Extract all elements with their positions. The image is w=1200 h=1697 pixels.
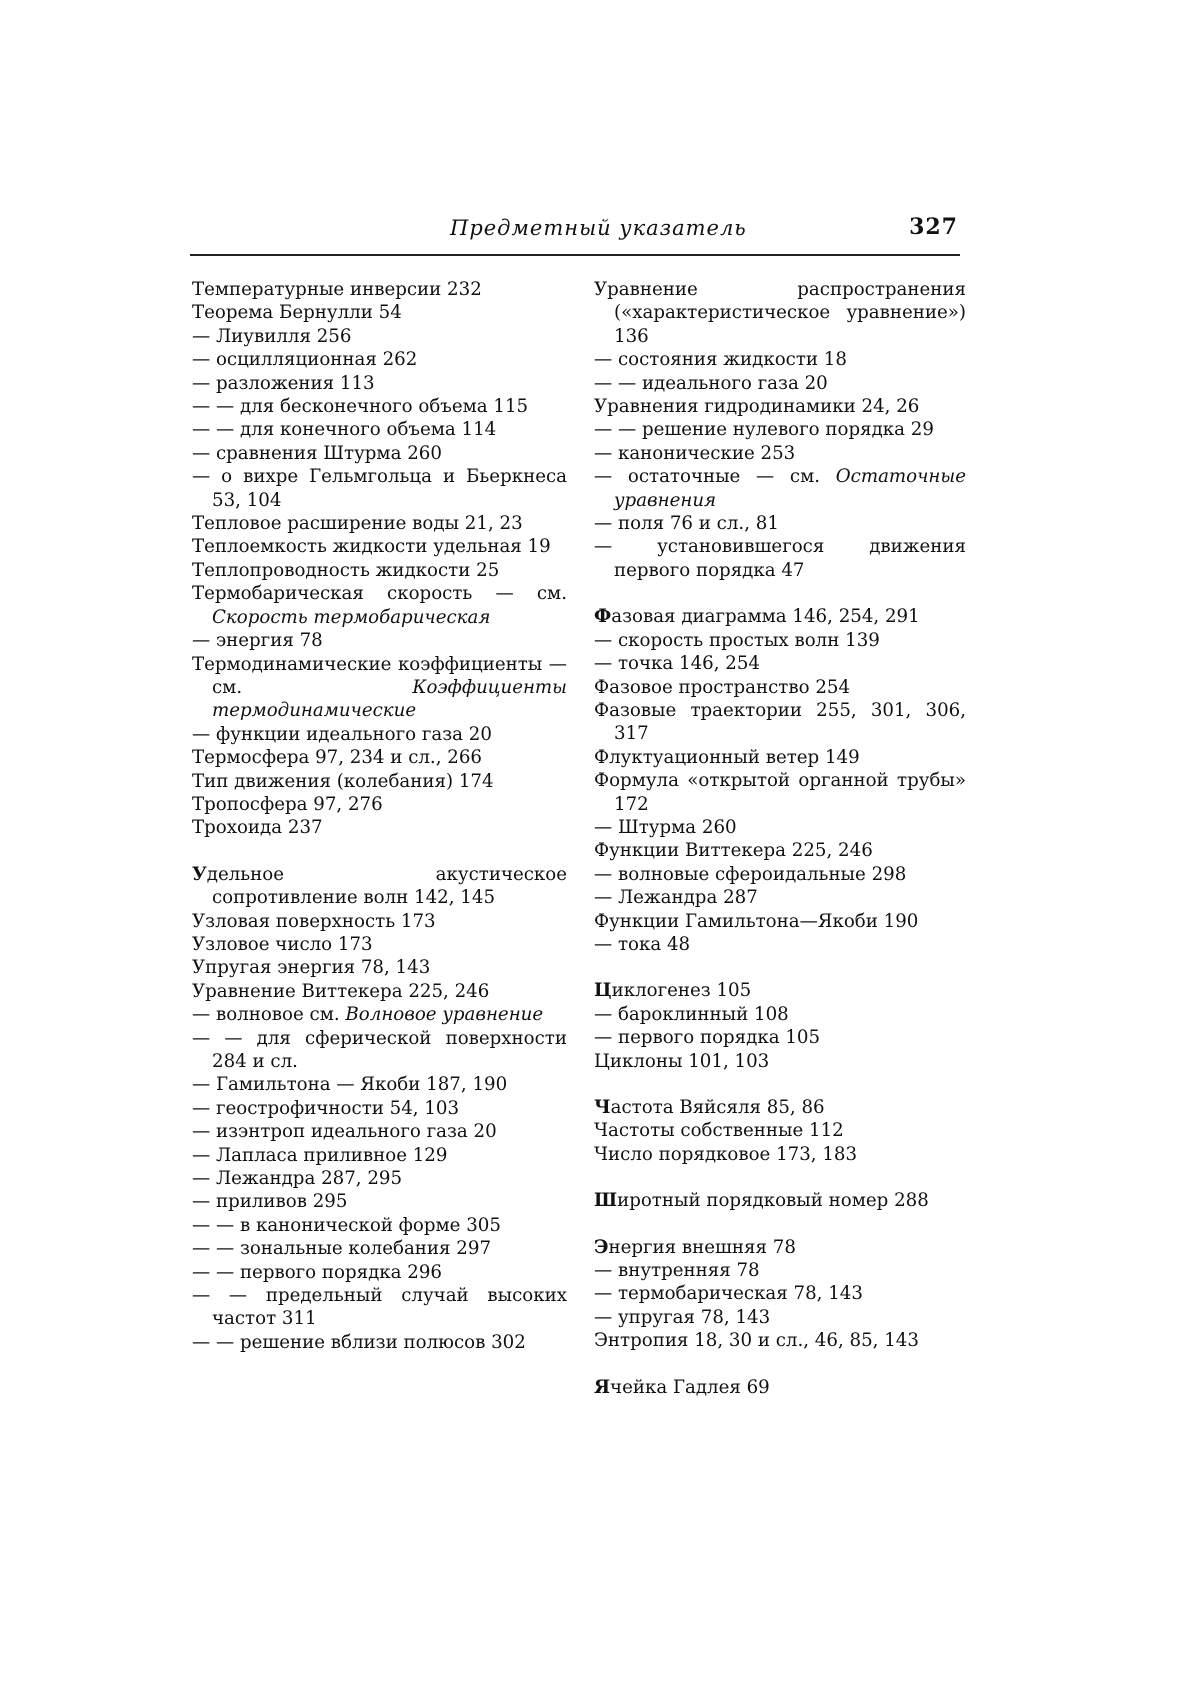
index-entry (594, 933, 966, 956)
index-entry (192, 395, 567, 418)
section-initial: Ш (594, 1190, 618, 1212)
index-entry (192, 723, 567, 746)
entry-text: — тока 48 (594, 933, 691, 955)
entry-text: Уравнения гидродинамики 24, 26 (594, 396, 920, 418)
entry-text: — волновое см. (192, 1004, 346, 1026)
index-entry (594, 348, 966, 371)
entry-text: — Гамильтона — Якоби 187, 190 (192, 1074, 508, 1096)
entry-text: — Лапласа приливное 129 (192, 1144, 448, 1166)
index-entry (594, 676, 966, 699)
section-gap (594, 1353, 966, 1376)
section-initial: Э (594, 1236, 609, 1258)
entry-text: нергия внешняя 78 (608, 1236, 796, 1258)
entry-text: Термодинамические коэффициенты — см. (192, 653, 567, 698)
entry-text: — — решение вблизи полюсов 302 (192, 1331, 526, 1353)
index-entry (594, 395, 966, 418)
index-entry (192, 535, 567, 558)
entry-text: — геострофичности 54, 103 (192, 1097, 460, 1119)
entry-text: Узловое число 173 (192, 933, 373, 955)
entry-text: Флуктуационный ветер 149 (594, 746, 860, 768)
entry-text: — изэнтроп идеального газа 20 (192, 1121, 497, 1143)
entry-text: Трохоида 237 (192, 817, 323, 839)
index-entry (192, 559, 567, 582)
index-entry (594, 465, 966, 512)
section-initial: У (192, 863, 207, 885)
entry-text: Термосфера 97, 234 и сл., 266 (192, 747, 482, 769)
index-entry (594, 1096, 966, 1119)
section-initial: Ф (594, 606, 612, 628)
entry-text: иклогенез 105 (611, 980, 752, 1002)
index-entry (594, 372, 966, 395)
index-entry (192, 1237, 567, 1260)
entry-text: — канонические 253 (594, 442, 796, 464)
index-entry (594, 418, 966, 441)
index-entry (594, 1189, 966, 1212)
entry-text: — термобарическая 78, 143 (594, 1283, 863, 1305)
entry-text: — первого порядка 105 (594, 1027, 821, 1049)
entry-text: Уравнение распространения («характеристическое уравнение») 136 (594, 279, 966, 347)
index-entry (192, 465, 567, 512)
index-entry (594, 979, 966, 1002)
entry-text: — волновые сфероидальные 298 (594, 863, 907, 885)
entry-text: — — в канонической форме 305 (192, 1214, 501, 1236)
entry-text: — упругая 78, 143 (594, 1306, 771, 1328)
entry-text: — установившегося движения первого порядка 47 (594, 536, 966, 581)
index-entry (594, 1259, 966, 1282)
entry-text: — приливов 295 (192, 1191, 348, 1213)
index-entry (594, 1026, 966, 1049)
entry-text: — Штурма 260 (594, 816, 737, 838)
index-entry (192, 793, 567, 816)
entry-text: — — решение нулевого порядка 29 (594, 419, 934, 441)
index-entry (594, 1282, 966, 1305)
index-entry (192, 1261, 567, 1284)
entry-text: — скорость простых волн 139 (594, 629, 880, 651)
entry-text: Циклоны 101, 103 (594, 1050, 770, 1072)
index-entry (192, 301, 567, 324)
section-initial: Я (594, 1376, 611, 1398)
entry-text: Частоты собственные 112 (594, 1120, 844, 1142)
cross-reference: Скорость термобарическая (212, 606, 491, 628)
index-entry (594, 910, 966, 933)
index-entry (192, 418, 567, 441)
index-entry (594, 769, 966, 816)
cross-reference: Волновое уравнение (345, 1004, 544, 1026)
entry-text: Температурные инверсии 232 (192, 279, 482, 300)
entry-text: — — предельный случай высоких частот 311 (192, 1285, 567, 1330)
entry-text: — сравнения Штурма 260 (192, 442, 442, 464)
index-entry (594, 1003, 966, 1026)
entry-text: Тепловое расширение воды 21, 23 (192, 513, 523, 535)
entry-text: Теплоемкость жидкости удельная 19 (192, 536, 551, 558)
entry-text: — осцилляционная 262 (192, 349, 418, 371)
index-entry (594, 699, 966, 746)
index-entry (594, 1306, 966, 1329)
section-gap (594, 956, 966, 979)
index-entry (192, 1097, 567, 1120)
index-entry (594, 605, 966, 628)
index-entry (594, 629, 966, 652)
entry-text: — — идеального газа 20 (594, 372, 828, 394)
entry-text: Фазовое пространство 254 (594, 676, 851, 698)
index-entry (594, 816, 966, 839)
entry-text: Тип движения (колебания) 174 (192, 770, 494, 792)
section-gap (594, 1213, 966, 1236)
index-entry (192, 1120, 567, 1143)
entry-text: — о вихре Гельмгольца и Бьеркнеса 53, 104 (192, 466, 567, 511)
entry-text: Функции Виттекера 225, 246 (594, 840, 873, 862)
index-entry (192, 348, 567, 371)
running-header (190, 214, 960, 256)
section-initial: Ч (594, 1097, 611, 1118)
index-entry (192, 325, 567, 348)
entry-text: Узловая поверхность 173 (192, 910, 436, 932)
index-entry (192, 816, 567, 839)
entry-text: — Лежандра 287, 295 (192, 1168, 403, 1190)
index-entry (192, 1190, 567, 1213)
entry-text: Тропосфера 97, 276 (192, 793, 383, 815)
entry-text: — энергия 78 (192, 630, 323, 652)
index-entry (192, 1144, 567, 1167)
entry-text: — Лежандра 287 (594, 887, 758, 909)
page-number: 327 (909, 214, 958, 240)
entry-text: Число порядковое 173, 183 (594, 1143, 858, 1165)
entry-text: — бароклинный 108 (594, 1003, 789, 1025)
index-entry (594, 1376, 966, 1399)
entry-text: — Лиувилля 256 (192, 325, 352, 347)
index-column-right (594, 278, 966, 1399)
index-entry (594, 535, 966, 582)
index-entry (192, 1003, 567, 1026)
entry-text: — разложения 113 (192, 372, 375, 394)
entry-text: — остаточные — см. (594, 466, 836, 488)
entry-text: Формула «открытой органной трубы» 172 (594, 770, 966, 815)
section-gap (192, 840, 567, 863)
index-entry (594, 278, 966, 348)
index-entry (192, 629, 567, 652)
cross-reference: Остаточные уравнения (614, 466, 966, 511)
index-entry (594, 746, 966, 769)
index-entry (594, 652, 966, 675)
index-entry (192, 582, 567, 629)
entry-text: Уравнение Виттекера 225, 246 (192, 980, 490, 1002)
index-entry (594, 886, 966, 909)
entry-text: Функции Гамильтона—Якоби 190 (594, 910, 919, 932)
entry-text: азовая диаграмма 146, 254, 291 (611, 606, 920, 628)
index-entry (594, 1236, 966, 1259)
index-entry (192, 1331, 567, 1354)
index-entry (192, 770, 567, 793)
index-entry (192, 512, 567, 535)
index-entry (192, 1027, 567, 1074)
index-entry (594, 839, 966, 862)
index-entry (192, 1214, 567, 1237)
section-gap (594, 582, 966, 605)
index-entry (594, 442, 966, 465)
entry-text: — — для конечного объема 114 (192, 419, 497, 441)
cross-reference: Коэффициенты термодинамические (212, 676, 567, 722)
index-entry (192, 653, 567, 723)
entry-text: — — зональные колебания 297 (192, 1238, 492, 1260)
entry-text: астота Вяйсяля 85, 86 (610, 1097, 825, 1118)
entry-text: — внутренняя 78 (594, 1260, 760, 1282)
index-entry (594, 1119, 966, 1142)
entry-text: Теорема Бернулли 54 (192, 302, 402, 324)
entry-text: — точка 146, 254 (594, 653, 760, 675)
index-entry (192, 278, 567, 301)
entry-text: — — первого порядка 296 (192, 1261, 443, 1283)
index-entry (192, 980, 567, 1003)
index-entry (594, 1050, 966, 1073)
index-column-left (192, 278, 567, 1354)
index-entry (192, 933, 567, 956)
index-entry (192, 863, 567, 910)
entry-text: Фазовые траектории 255, 301, 306, 317 (594, 699, 966, 745)
entry-text: — поля 76 и сл., 81 (594, 513, 779, 535)
index-entry (192, 1284, 567, 1331)
entry-text: — функции идеального газа 20 (192, 723, 492, 745)
index-entry (192, 746, 567, 769)
section-initial: Ц (594, 980, 612, 1002)
index-entry (594, 863, 966, 886)
index-entry (192, 1073, 567, 1096)
index-entry (594, 1143, 966, 1166)
section-gap (594, 1166, 966, 1189)
entry-text: — — для сферической поверхности 284 и сл. (192, 1027, 567, 1072)
index-entry (594, 1329, 966, 1352)
index-entry (192, 1167, 567, 1190)
header-title: Предметный указатель (450, 216, 747, 240)
section-gap (594, 1073, 966, 1096)
entry-text: — — для бесконечного объема 115 (192, 396, 529, 418)
entry-text: Термобарическая скорость — см. (192, 583, 567, 605)
index-entry (192, 442, 567, 465)
entry-text: дельное акустическое сопротивление волн 142, 145 (206, 863, 567, 909)
entry-text: Упругая энергия 78, 143 (192, 957, 431, 979)
index-entry (192, 910, 567, 933)
index-entry (192, 372, 567, 395)
index-entry (192, 956, 567, 979)
entry-text: Теплопроводность жидкости 25 (192, 559, 500, 581)
index-entry (594, 512, 966, 535)
entry-text: Энтропия 18, 30 и сл., 46, 85, 143 (594, 1330, 919, 1352)
entry-text: — состояния жидкости 18 (594, 349, 847, 371)
entry-text: иротный порядковый номер 288 (617, 1190, 929, 1212)
entry-text: чейка Гадлея 69 (610, 1376, 770, 1398)
